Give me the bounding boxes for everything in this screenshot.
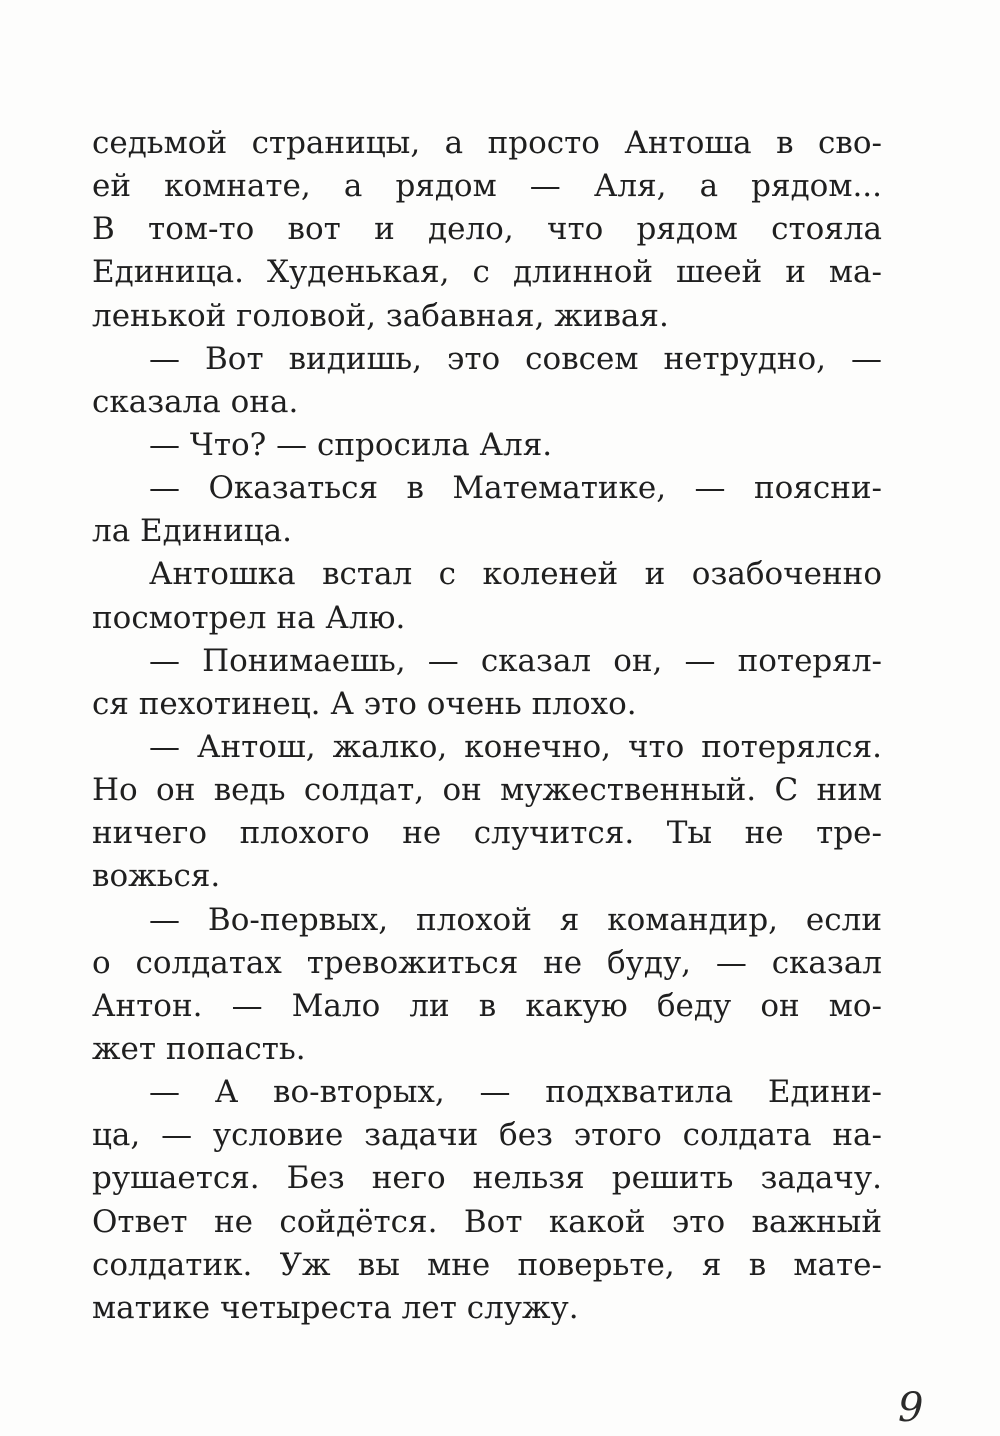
text-line: — Вот видишь, это совсем нетрудно, —: [149, 340, 882, 377]
text-line: — Оказаться в Математике, — поясни-: [149, 470, 882, 507]
text-line: о солдатах тревожиться не буду, — сказал: [92, 944, 882, 981]
text-line: — Во-первых, плохой я командир, если: [149, 901, 882, 938]
text-line: рушается. Без него нельзя решить задачу.: [92, 1160, 882, 1197]
text-line: Антошка встал с коленей и озабоченно: [149, 556, 882, 593]
text-line: ца, — условие задачи без этого солдата на-: [92, 1117, 882, 1154]
text-line: сказала она.: [92, 383, 299, 420]
text-line: ей комнате, а рядом — Аля, а рядом...: [92, 168, 882, 205]
text-line: ла Единица.: [92, 513, 293, 550]
text-line: солдатик. Уж вы мне поверьте, я в мате-: [92, 1246, 882, 1283]
text-line: Антон. — Мало ли в какую беду он мо-: [92, 987, 882, 1024]
text-line: матике четыреста лет служу.: [92, 1289, 579, 1326]
text-line: В том-то вот и дело, что рядом стояла: [92, 211, 882, 248]
text-line: жет попасть.: [92, 1030, 306, 1067]
text-line: — А во-вторых, — подхватила Едини-: [149, 1074, 882, 1111]
text-line: Единица. Худенькая, с длинной шеей и ма-: [92, 254, 882, 291]
text-line: — Понимаешь, — сказал он, — потерял-: [149, 642, 882, 679]
text-line: — Что? — спросила Аля.: [149, 426, 553, 463]
text-line: Но он ведь солдат, он мужественный. С ним: [92, 772, 882, 809]
text-line: вожься.: [92, 858, 221, 895]
body-text: [92, 122, 882, 1330]
text-line: ничего плохого не случится. Ты не тре-: [92, 815, 882, 852]
text-line: ленькой головой, забавная, живая.: [92, 297, 669, 334]
text-line: посмотрел на Алю.: [92, 599, 406, 636]
text-line: Ответ не сойдётся. Вот какой это важный: [92, 1203, 882, 1240]
page-number: 9: [898, 1385, 924, 1431]
text-line: седьмой страницы, а просто Антоша в сво-: [92, 125, 882, 161]
text-line: — Антош, жалко, конечно, что потерялся.: [149, 728, 882, 765]
text-line: ся пехотинец. А это очень плохо.: [92, 685, 637, 722]
